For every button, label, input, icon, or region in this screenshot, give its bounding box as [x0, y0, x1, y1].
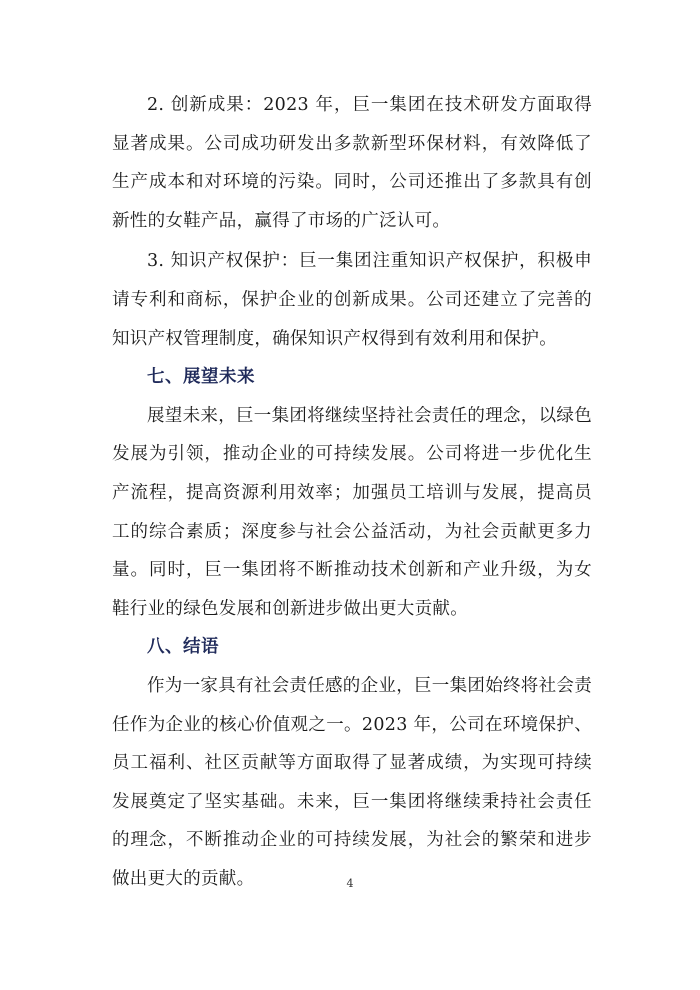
paragraph-conclusion: 作为一家具有社会责任感的企业，巨一集团始终将社会责任作为企业的核心价值观之一。2023 年，公司在环境保护、员工福利、社区贡献等方面取得了显著成绩，为实现可持续发展奠定了坚实基础。未来，巨一集团将继续秉持社会责任的理念，不断推动企业的可持续发展，为社会的繁荣和进步做出更大的贡献。 [112, 675, 592, 889]
paragraph-outlook: 展望未来，巨一集团将继续坚持社会责任的理念，以绿色发展为引领，推动企业的可持续发展。公司将进一步优化生产流程，提高资源利用效率；加强员工培训与发展，提高员工的综合素质；深度参与社会公益活动，为社会贡献更多力量。同时，巨一集团将不断推动技术创新和产业升级，为女鞋行业的绿色发展和创新进步做出更大贡献。 [112, 405, 592, 619]
page-content [112, 86, 592, 898]
section-heading-outlook: 七、展望未来 [147, 367, 255, 388]
section-heading-conclusion: 八、结语 [147, 637, 219, 658]
page-number: 4 [346, 877, 354, 890]
paragraph-ip-protection: 3. 知识产权保护：巨一集团注重知识产权保护，积极申请专利和商标，保护企业的创新成果。公司还建立了完善的知识产权管理制度，确保知识产权得到有效利用和保护。 [112, 251, 592, 349]
paragraph-innovation-results: 2. 创新成果：2023 年，巨一集团在技术研发方面取得显著成果。公司成功研发出多款新型环保材料，有效降低了生产成本和对环境的污染。同时，公司还推出了多款具有创新性的女鞋产品，赢得了市场的广泛认可。 [112, 95, 592, 231]
